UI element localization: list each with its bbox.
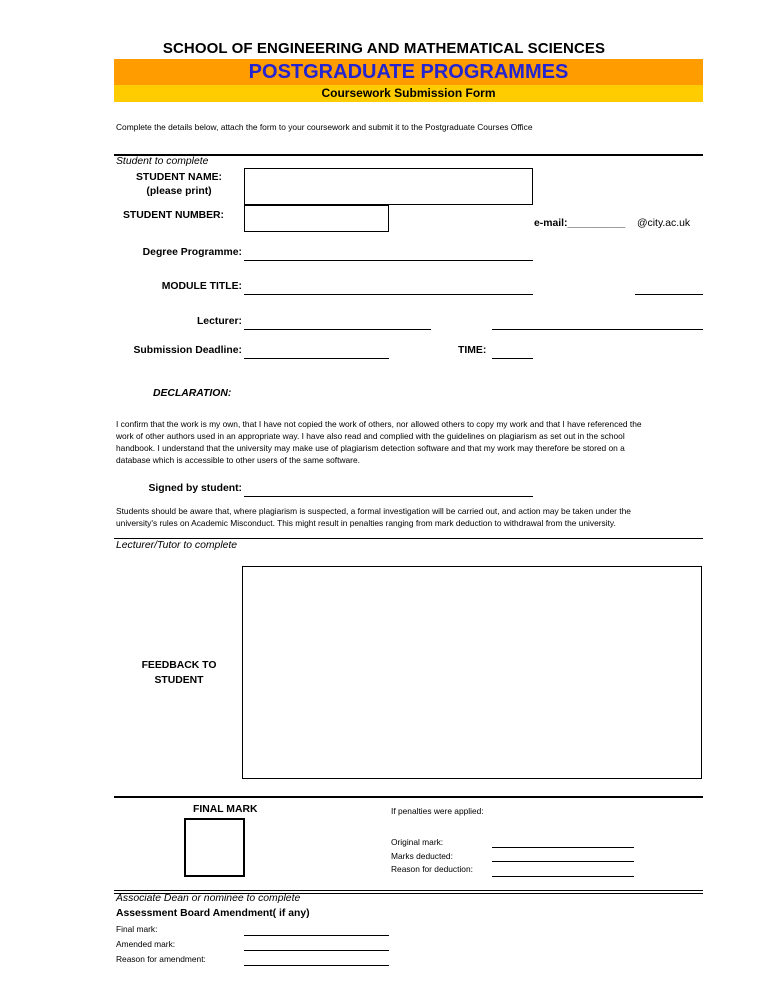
programme-title: POSTGRADUATE PROGRAMMES	[248, 61, 569, 83]
intro-text: Complete the details below, attach the form to your coursework and submit it to the Postgraduate Courses Office	[116, 122, 533, 132]
amended-mark-field[interactable]	[244, 950, 389, 951]
time-field[interactable]	[492, 358, 533, 359]
lecturer-extra-field[interactable]	[492, 329, 703, 330]
module-code-field[interactable]	[635, 294, 703, 295]
school-name: SCHOOL OF ENGINEERING AND MATHEMATICAL SCIENCES	[162, 40, 606, 57]
degree-label: Degree Programme:	[142, 247, 242, 258]
lecturer-field[interactable]	[244, 329, 431, 330]
email-label: e-mail:__________	[534, 218, 626, 229]
reason-amendment-field[interactable]	[244, 965, 389, 966]
degree-field[interactable]	[244, 260, 533, 261]
deadline-field[interactable]	[244, 358, 389, 359]
feedback-label-line-2: STUDENT	[154, 675, 204, 686]
module-label: MODULE TITLE:	[161, 281, 242, 292]
declaration-line-1: I confirm that the work is my own, that I have not copied the work of others, nor allowed others to copy my work and that I have referenced the	[116, 419, 642, 429]
original-mark-field[interactable]	[492, 847, 634, 848]
warning-line-2: university's rules on Academic Misconduct. This might result in penalties ranging from mark deduction to withdrawal from the university.	[116, 518, 616, 528]
form-title: Coursework Submission Form	[321, 86, 496, 100]
student-name-label: STUDENT NAME:	[135, 172, 222, 183]
student-name-hint: (please print)	[146, 186, 212, 197]
student-name-field[interactable]	[244, 168, 533, 205]
penalties-label: If penalties were applied:	[391, 806, 484, 816]
feedback-label-line-1: FEEDBACK TO	[141, 660, 217, 671]
section-divider	[114, 796, 703, 798]
final-mark-box[interactable]	[184, 818, 245, 877]
reason-amendment-label: Reason for amendment:	[116, 954, 206, 964]
amended-mark-label: Amended mark:	[116, 939, 176, 949]
marks-deducted-field[interactable]	[492, 861, 634, 862]
declaration-line-2: work of other authors used in an appropriate way. I have also read and complied with the guidelines on plagiarism as set out in the school	[116, 431, 625, 441]
student-section-heading: Student to complete	[116, 156, 209, 167]
amendment-heading: Assessment Board Amendment( if any)	[116, 908, 310, 919]
email-domain: @city.ac.uk	[637, 218, 691, 229]
lecturer-section-heading: Lecturer/Tutor to complete	[116, 540, 238, 551]
marks-deducted-label: Marks deducted:	[391, 851, 453, 861]
section-divider	[114, 538, 703, 539]
student-number-field[interactable]	[244, 205, 389, 232]
dean-final-mark-label: Final mark:	[116, 924, 158, 934]
time-label: TIME:	[458, 345, 487, 356]
reason-deduction-field[interactable]	[492, 876, 634, 877]
dean-section-heading: Associate Dean or nominee to complete	[116, 893, 301, 904]
module-field[interactable]	[244, 294, 533, 295]
deadline-label: Submission Deadline:	[133, 345, 242, 356]
final-mark-label: FINAL MARK	[193, 804, 258, 815]
warning-line-1: Students should be aware that, where plagiarism is suspected, a formal investigation will be carried out, and action may be taken under the	[116, 506, 631, 516]
declaration-heading: DECLARATION:	[153, 388, 232, 399]
section-divider	[114, 890, 703, 891]
signed-label: Signed by student:	[148, 483, 242, 494]
original-mark-label: Original mark:	[391, 837, 444, 847]
reason-deduction-label: Reason for deduction:	[391, 864, 473, 874]
signature-field[interactable]	[244, 496, 533, 497]
declaration-line-3: handbook. I understand that the university may make use of plagiarism detection software and that my work may therefore be stored on a	[116, 443, 625, 453]
feedback-box[interactable]	[242, 566, 702, 779]
student-number-label: STUDENT NUMBER:	[123, 210, 225, 221]
lecturer-label: Lecturer:	[196, 316, 242, 327]
declaration-line-4: database which is accessible to other users of the same software.	[116, 455, 360, 465]
dean-final-mark-field[interactable]	[244, 935, 389, 936]
